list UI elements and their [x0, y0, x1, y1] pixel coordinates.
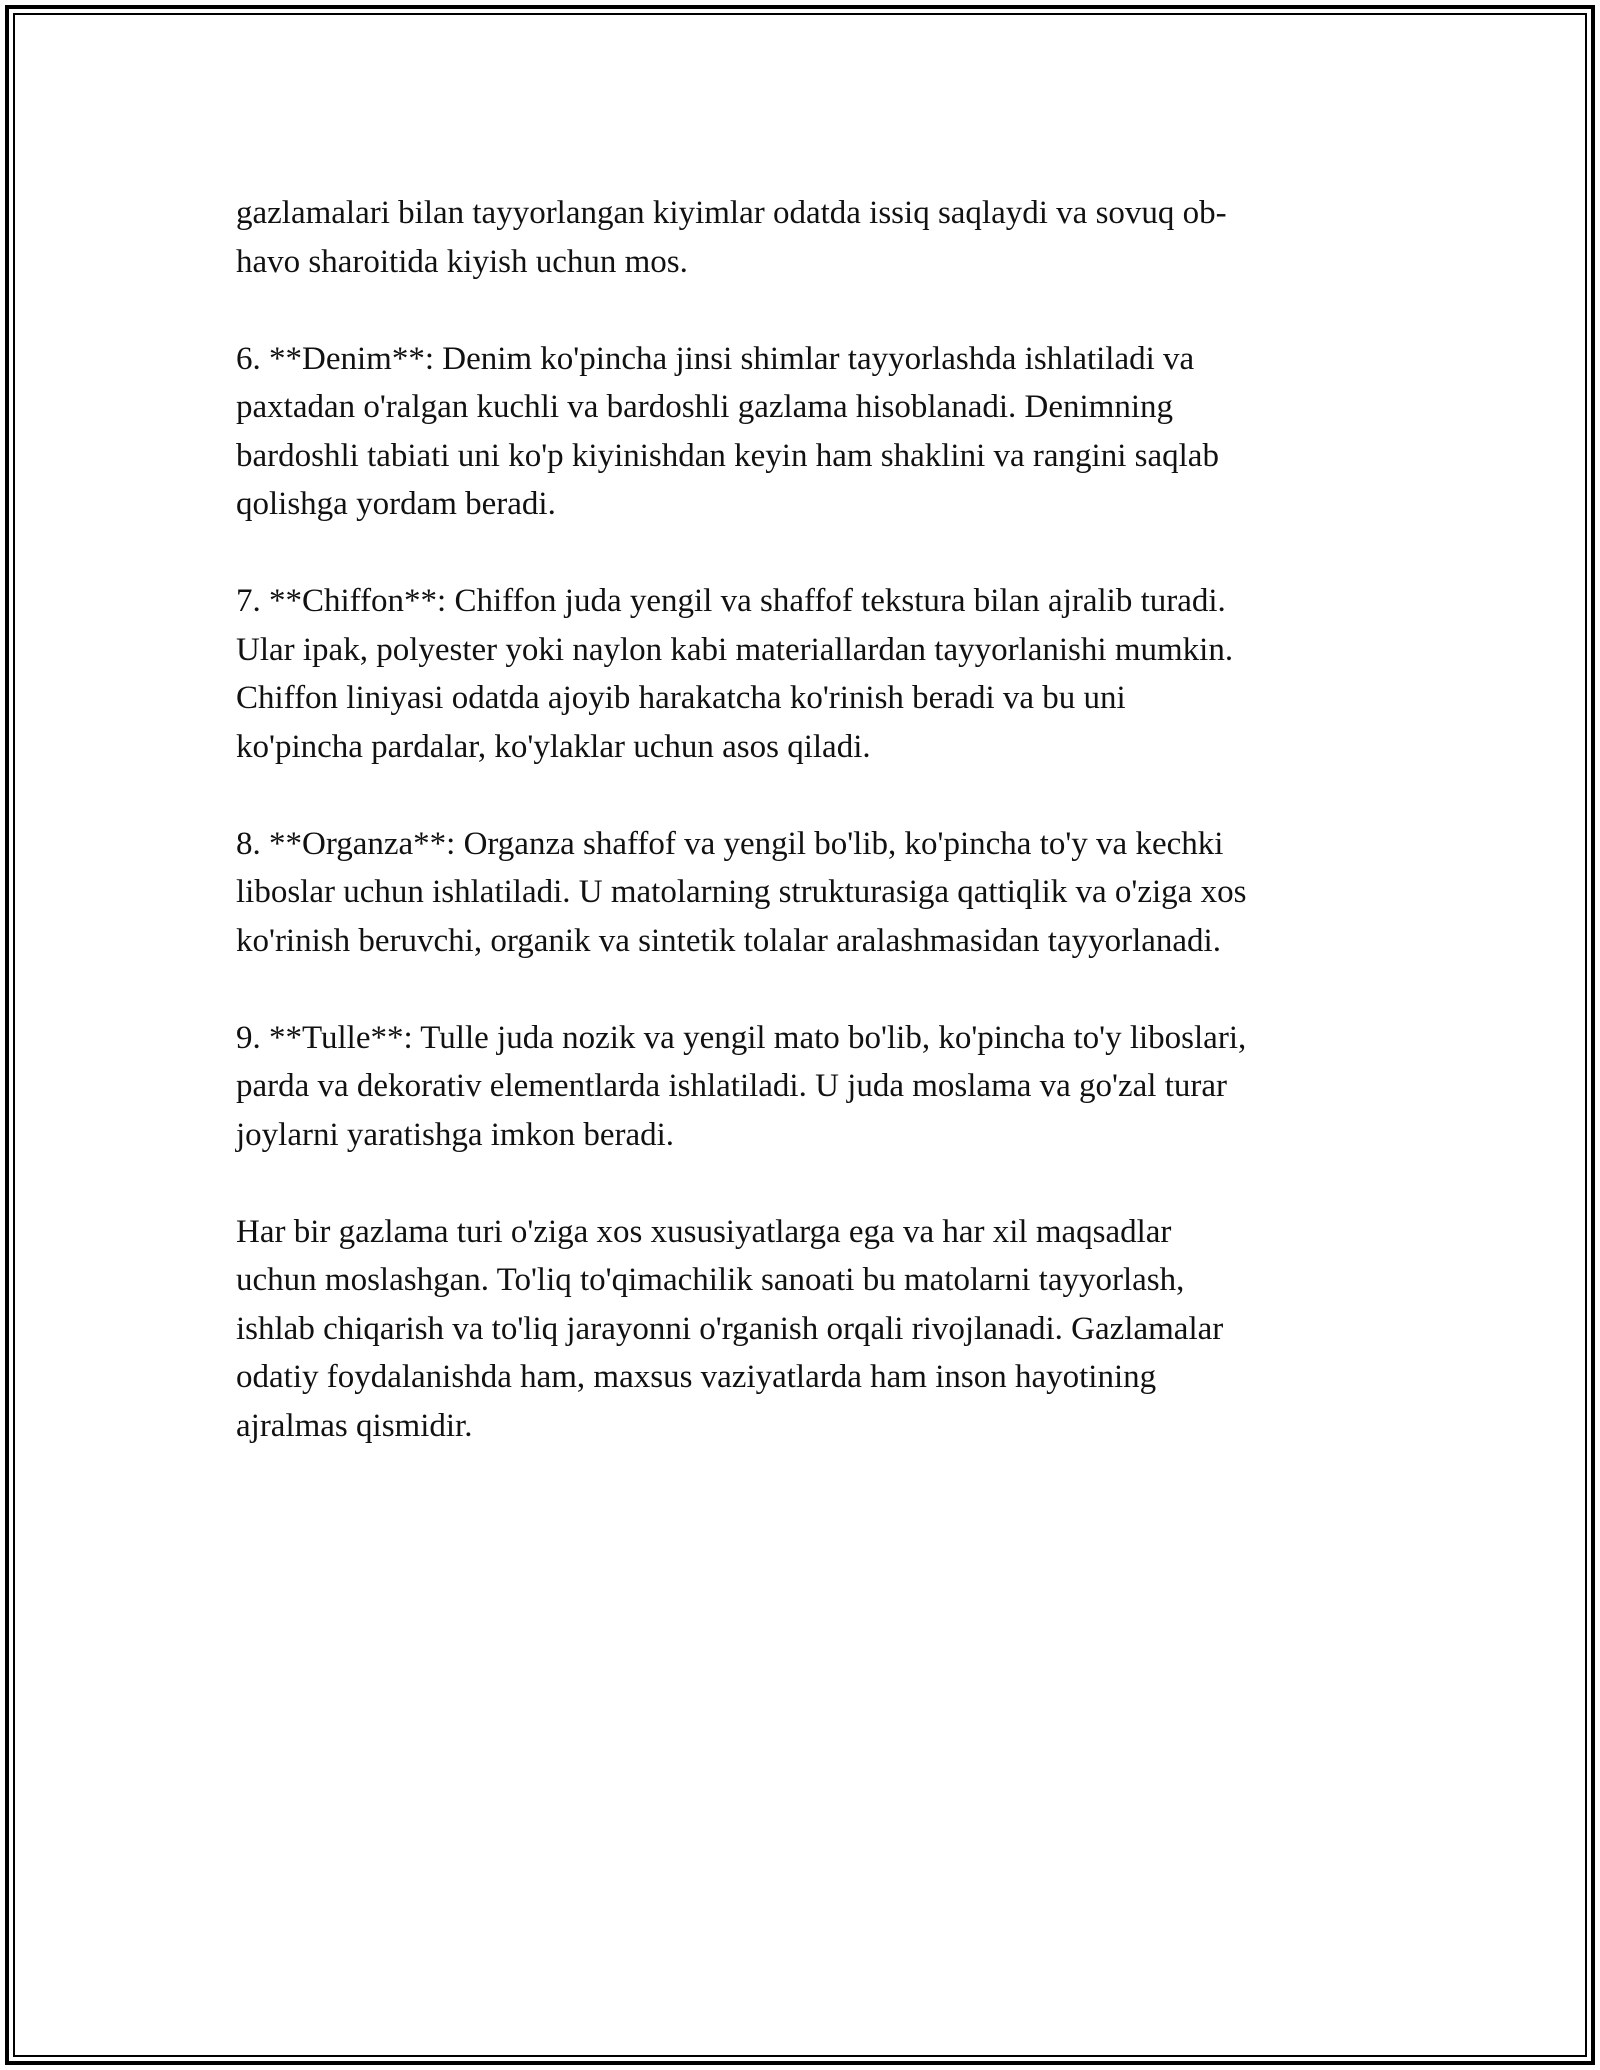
text-line: 6. **Denim**: Denim ko'pincha jinsi shimlar tayyorlashda ishlatiladi va: [236, 340, 1195, 377]
paragraph-denim: [236, 335, 1376, 529]
text-line: uchun moslashgan. To'liq to'qimachilik sanoati bu matolarni tayyorlash,: [236, 1262, 1185, 1298]
text-line: ko'pincha pardalar, ko'ylaklar uchun asos qiladi.: [236, 728, 871, 765]
text-line: paxtadan o'ralgan kuchli va bardoshli gazlama hisoblanadi. Denimning: [236, 389, 1174, 425]
text-line: joylarni yaratishga imkon beradi.: [236, 1116, 675, 1153]
text-line: ko'rinish beruvchi, organik va sintetik tolalar aralashmasidan tayyorlanadi.: [236, 922, 1221, 959]
text-line: odatiy foydalanishda ham, maxsus vaziyatlarda ham inson hayotining: [236, 1359, 1157, 1395]
text-line: Ular ipak, polyester yoki naylon kabi materiallardan tayyorlanishi mumkin.: [236, 631, 1234, 668]
paragraph-conclusion: [236, 1208, 1376, 1451]
text-line: parda va dekorativ elementlarda ishlatiladi. U juda moslama va go'zal turar: [236, 1068, 1227, 1104]
text-line: ajralmas qismidir.: [236, 1407, 473, 1444]
paragraph-chiffon: [236, 577, 1376, 771]
text-line: liboslar uchun ishlatiladi. U matolarning strukturasiga qattiqlik va o'ziga xos: [236, 874, 1247, 910]
text-line: Chiffon liniyasi odatda ajoyib harakatcha ko'rinish beradi va bu uni: [236, 680, 1126, 716]
paragraph-organza: [236, 820, 1376, 966]
text-line: bardoshli tabiati uni ko'p kiyinishdan keyin ham shaklini va rangini saqlab: [236, 437, 1219, 474]
paragraph-tulle: [236, 1014, 1376, 1160]
text-line: Har bir gazlama turi o'ziga xos xususiyatlarga ega va har xil maqsadlar: [236, 1213, 1172, 1250]
text-line: 9. **Tulle**: Tulle juda nozik va yengil mato bo'lib, ko'pincha to'y liboslari,: [236, 1019, 1247, 1056]
text-line: ishlab chiqarish va to'liq jarayonni o'rganish orqali rivojlanadi. Gazlamalar: [236, 1310, 1224, 1347]
text-line: 7. **Chiffon**: Chiffon juda yengil va shaffof tekstura bilan ajralib turadi.: [236, 583, 1226, 619]
text-line: havo sharoitida kiyish uchun mos.: [236, 243, 688, 280]
text-line: gazlamalari bilan tayyorlangan kiyimlar odatda issiq saqlaydi va sovuq ob-: [236, 195, 1227, 231]
paragraph-intro-continuation: [236, 189, 1376, 286]
document-body: [236, 189, 1376, 1499]
text-line: 8. **Organza**: Organza shaffof va yengil bo'lib, ko'pincha to'y va kechki: [236, 825, 1224, 862]
text-line: qolishga yordam beradi.: [236, 486, 556, 522]
